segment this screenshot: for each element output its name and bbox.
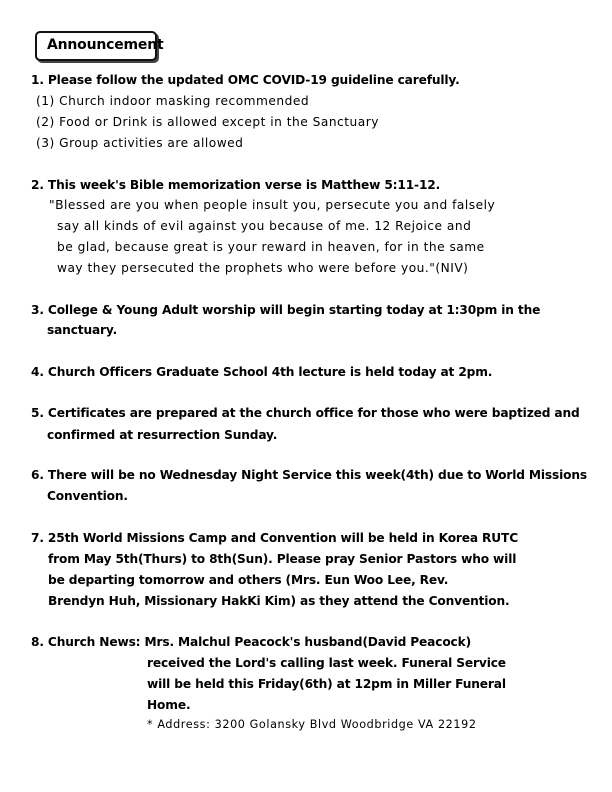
item-7-line-4: Brendyn Huh, Missionary HakKi Kim) as they attend the Convention. xyxy=(48,594,510,608)
item-8-line-3: will be held this Friday(6th) at 12pm in Miller Funeral xyxy=(147,677,506,691)
item-1-heading: 1. Please follow the updated OMC COVID-19 guideline carefully. xyxy=(31,73,460,87)
item-2-verse-2: say all kinds of evil against you because of me. 12 Rejoice and xyxy=(57,219,472,233)
item-7-line-1: 7. 25th World Missions Camp and Convention will be held in Korea RUTC xyxy=(31,531,518,545)
item-4-line-1: 4. Church Officers Graduate School 4th lecture is held today at 2pm. xyxy=(31,365,493,379)
item-1-sub-1: (1) Church indoor masking recommended xyxy=(36,94,310,108)
item-6-line-1: 6. There will be no Wednesday Night Service this week(4th) due to World Missions xyxy=(31,468,588,482)
item-5-line-1: 5. Certificates are prepared at the church office for those who were baptized and xyxy=(31,406,580,420)
item-2-heading: 2. This week's Bible memorization verse is Matthew 5:11-12. xyxy=(31,178,441,192)
item-7-line-2: from May 5th(Thurs) to 8th(Sun). Please pray Senior Pastors who will xyxy=(48,552,517,566)
item-8-line-2: received the Lord's calling last week. Funeral Service xyxy=(147,656,506,670)
page-title: Announcement xyxy=(47,37,164,53)
item-1-sub-2: (2) Food or Drink is allowed except in the Sanctuary xyxy=(36,115,379,129)
item-3-line-2: sanctuary. xyxy=(47,323,118,337)
announcement-title-box xyxy=(35,31,164,61)
item-5-line-2: confirmed at resurrection Sunday. xyxy=(47,428,278,442)
item-3-line-1: 3. College & Young Adult worship will begin starting today at 1:30pm in the xyxy=(31,303,541,317)
item-7-line-3: be departing tomorrow and others (Mrs. Eun Woo Lee, Rev. xyxy=(48,573,449,587)
item-6-line-2: Convention. xyxy=(47,489,128,503)
item-8-line-4: Home. xyxy=(147,698,191,712)
item-2-verse-3: be glad, because great is your reward in heaven, for in the same xyxy=(57,240,485,254)
item-2-verse-1: "Blessed are you when people insult you, persecute you and falsely xyxy=(49,198,496,212)
item-8-address: * Address: 3200 Golansky Blvd Woodbridge VA 22192 xyxy=(147,718,477,731)
item-8-line-1: 8. Church News: Mrs. Malchul Peacock's husband(David Peacock) xyxy=(31,635,471,649)
item-2-verse-4: way they persecuted the prophets who were before you."(NIV) xyxy=(57,261,469,275)
item-1-sub-3: (3) Group activities are allowed xyxy=(36,136,244,150)
